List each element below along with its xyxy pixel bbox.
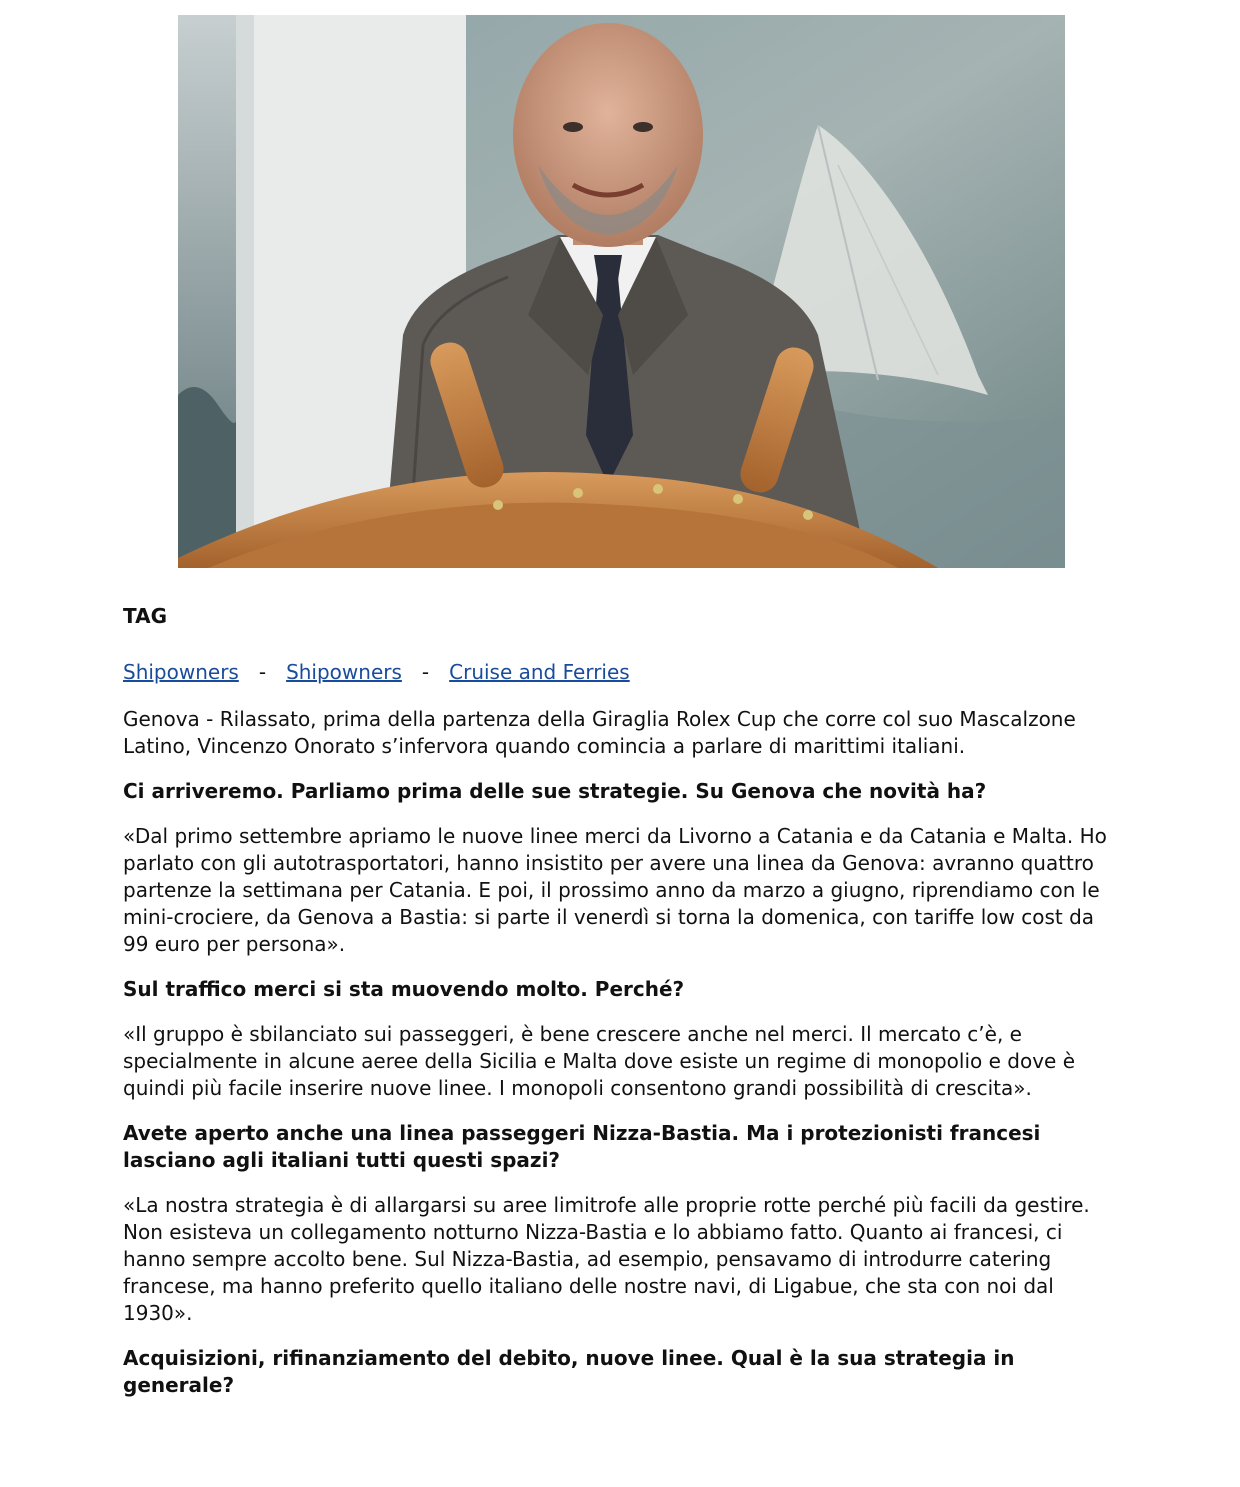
tag-heading: TAG (123, 604, 167, 628)
answer-3: «La nostra strategia è di allargarsi su aree limitrofe alle proprie rotte perché più facili da gestire. Non esisteva un collegamento notturno Nizza-Bastia e lo abbiamo fatto. Quanto ai francesi, ci hanno sempre accolto bene. Sul Nizza-Bastia, ad esempio, pensavamo di introdurre catering francese, ma hanno preferito quello italiano delle nostre navi, di Ligabue, che sta con noi dal 1930». (123, 1193, 1090, 1325)
question-4: Acquisizioni, rifinanziamento del debito, nuove linee. Qual è la sua strategia in generale? (123, 1346, 1015, 1397)
question-1: Ci arriveremo. Parliamo prima delle sue strategie. Su Genova che novità ha? (123, 779, 987, 803)
portrait-illustration (178, 15, 1065, 568)
question-2: Sul traffico merci si sta muovendo molto. Perché? (123, 977, 685, 1001)
portrait-photo (178, 15, 1065, 568)
tag-link-cruise-and-ferries[interactable]: Cruise and Ferries (449, 660, 630, 684)
article-body (123, 706, 1123, 1417)
answer-2: «Il gruppo è sbilanciato sui passeggeri, è bene crescere anche nel merci. Il mercato c’è, e specialmente in alcune aeree della Sicilia e Malta dove esiste un regime di monopolio e dove è quindi più facile inserire nuove linee. I monopoli consentono grandi possibilità di crescita». (123, 1022, 1076, 1100)
tag-link-shipowners-1[interactable]: Shipowners (123, 660, 239, 684)
tag-separator: - (421, 660, 430, 684)
question-3: Avete aperto anche una linea passeggeri Nizza-Bastia. Ma i protezionisti francesi lasciano agli italiani tutti questi spazi? (123, 1121, 1041, 1172)
intro-paragraph: Genova - Rilassato, prima della partenza della Giraglia Rolex Cup che corre col suo Mascalzone Latino, Vincenzo Onorato s’infervora quando comincia a parlare di marittimi italiani. (123, 707, 1076, 758)
tag-link-shipowners-2[interactable]: Shipowners (286, 660, 402, 684)
tag-separator: - (258, 660, 267, 684)
head (513, 23, 703, 247)
answer-1: «Dal primo settembre apriamo le nuove linee merci da Livorno a Catania e da Catania e Malta. Ho parlato con gli autotrasportatori, hanno insistito per avere una linea da Genova: avranno quattro partenze la settimana per Catania. E poi, il prossimo anno da marzo a giugno, riprendiamo con le mini-crociere, da Genova a Bastia: si parte il venerdì si torna la domenica, con tariffe low cost da 99 euro per persona». (123, 824, 1107, 956)
tag-links (123, 658, 630, 686)
